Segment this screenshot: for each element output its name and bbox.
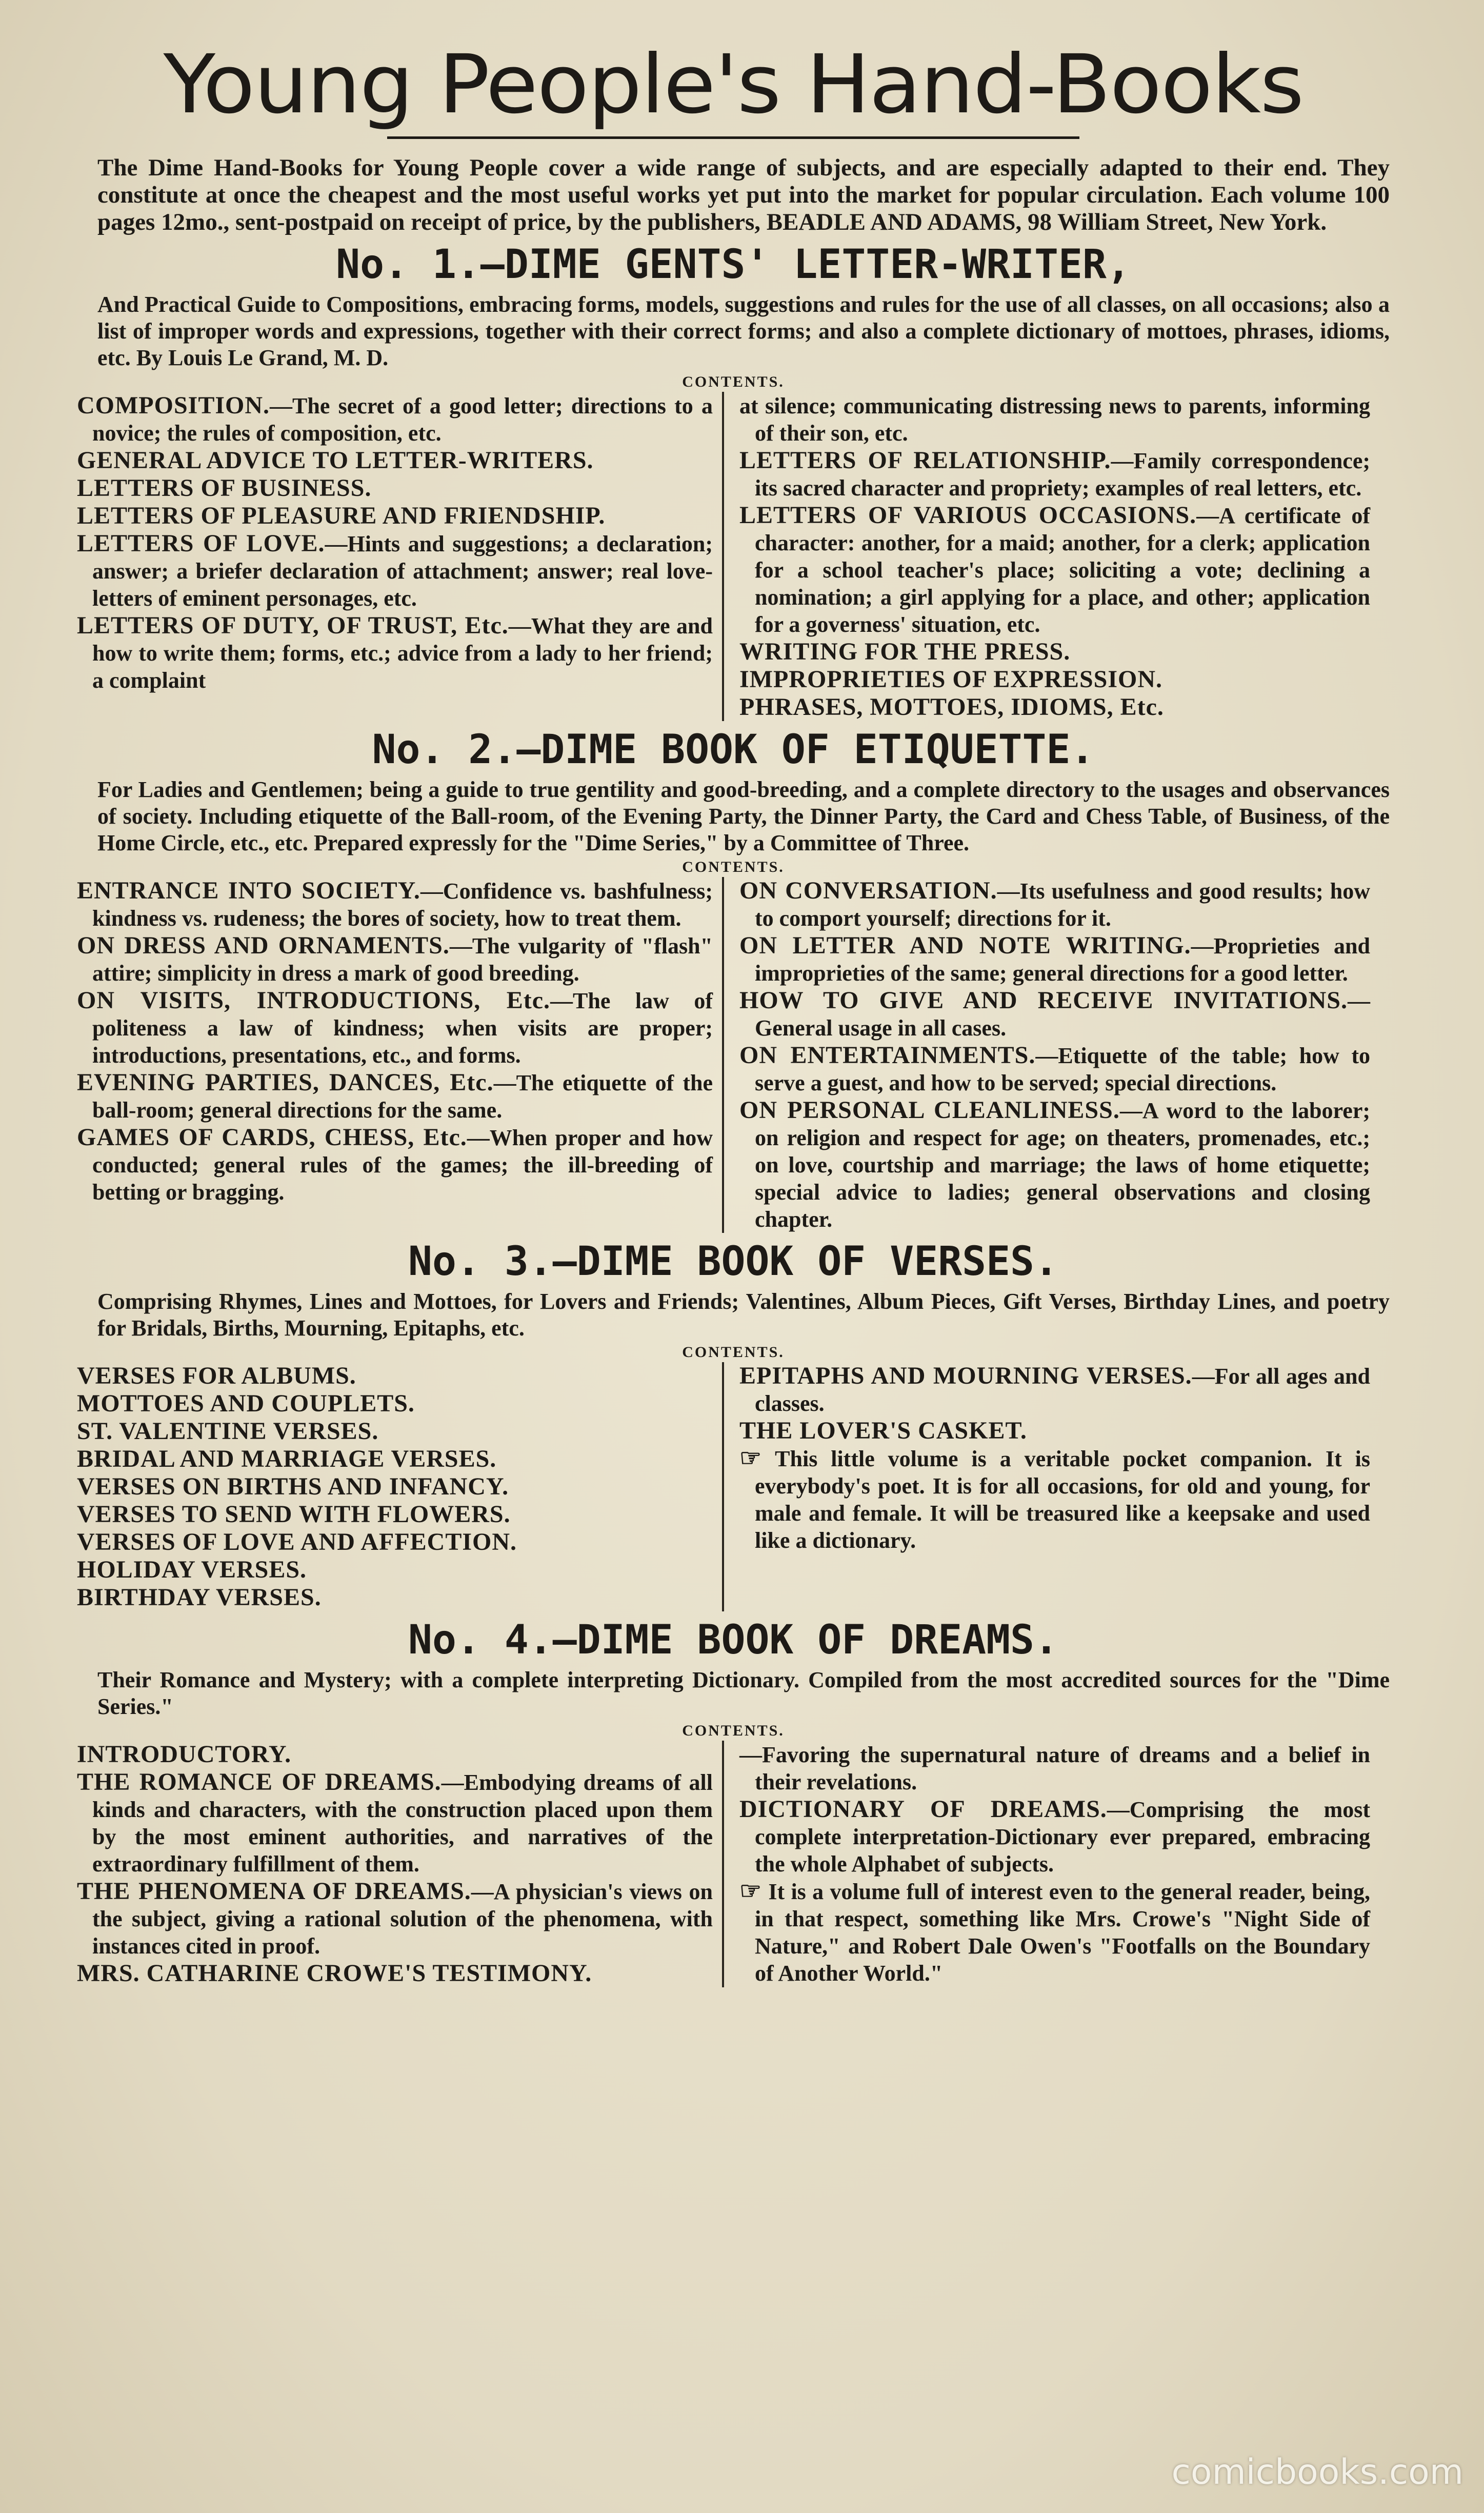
contents-label: CONTENTS. xyxy=(682,1722,785,1739)
book-section xyxy=(77,1238,1390,1611)
entry-heading: VERSES ON BIRTHS AND INFANCY. xyxy=(77,1473,509,1500)
contents-entry xyxy=(77,1501,713,1528)
entry-heading: ST. VALENTINE VERSES. xyxy=(77,1418,379,1445)
entry-text: —A certificate of character: another, for a maid; another, for a clerk; application for a school teacher's place; soliciting a vote; declining a nomination; a girl applying for a place, and other; application for a governess' situation, etc. xyxy=(755,503,1370,637)
entry-heading: LETTERS OF LOVE. xyxy=(77,530,325,557)
entry-heading: ON ENTERTAINMENTS. xyxy=(739,1042,1036,1069)
contents-column-right xyxy=(724,877,1370,1233)
contents-entry xyxy=(77,612,713,694)
contents-entry xyxy=(77,1878,713,1960)
entry-text: —Hints and suggestions; a declaration; answer; a briefer declaration of attachment; answer; real love-letters of eminent personages, etc. xyxy=(92,531,713,611)
page-title: Young People's Hand-Books xyxy=(163,37,1303,132)
entry-text: —A physician's views on the subject, giving a rational solution of the phenomena, with instances cited in proof. xyxy=(92,1879,713,1959)
book-title: No. 2.—DIME BOOK OF ETIQUETTE. xyxy=(372,727,1095,773)
entry-heading: LETTERS OF BUSINESS. xyxy=(77,474,372,502)
contents-entry xyxy=(77,1124,713,1206)
contents-entry xyxy=(77,1556,713,1584)
contents-column-right xyxy=(724,1362,1370,1611)
entry-text: —For all ages and classes. xyxy=(755,1364,1370,1416)
contents-entry xyxy=(739,502,1370,638)
contents-entry xyxy=(739,877,1370,932)
entry-text: —The law of politeness a law of kindness; when visits are proper; introductions, presentations, etc., and forms. xyxy=(92,988,713,1068)
entry-heading: EVENING PARTIES, DANCES, Etc. xyxy=(77,1069,494,1096)
contents-entry xyxy=(77,1390,713,1418)
contents-entry xyxy=(739,1445,1370,1554)
book-section xyxy=(77,726,1390,1233)
contents-entry xyxy=(77,877,713,932)
contents-entry xyxy=(739,447,1370,502)
contents-column-left xyxy=(77,877,724,1233)
contents-entry xyxy=(739,1362,1370,1417)
contents-entry xyxy=(739,987,1370,1042)
contents-label: CONTENTS. xyxy=(682,859,785,875)
book-description: Their Romance and Mystery; with a complete interpreting Dictionary. Compiled from the most accredited sources for the "Dime Series." xyxy=(97,1667,1390,1719)
entry-heading: EPITAPHS AND MOURNING VERSES. xyxy=(739,1362,1192,1389)
entry-text: —Proprieties and improprieties of the same; general directions for a good letter. xyxy=(755,933,1370,986)
contents-entry xyxy=(739,1796,1370,1878)
entry-text: —Confidence vs. bashfulness; kindness vs. rudeness; the bores of society, how to treat them. xyxy=(92,879,713,931)
entry-text: —The etiquette of the ball-room; general directions for the same. xyxy=(92,1070,713,1123)
entry-text: —Its usefulness and good results; how to comport yourself; directions for it. xyxy=(755,879,1370,931)
entry-heading: WRITING FOR THE PRESS. xyxy=(739,638,1071,665)
book-description: And Practical Guide to Compositions, embracing forms, models, suggestions and rules for the use of all classes, on all occasions; also a list of improper words and expressions, together with their correct forms; and also a complete dictionary of mottoes, phrases, idioms, etc. By Louis Le Grand, M. D. xyxy=(97,292,1390,370)
contents-column-left xyxy=(77,392,724,721)
contents-label: CONTENTS. xyxy=(682,1344,785,1361)
contents-entry xyxy=(739,666,1370,693)
contents-entry xyxy=(77,1362,713,1390)
entry-heading: THE ROMANCE OF DREAMS. xyxy=(77,1768,442,1796)
entry-text: at silence; communicating distressing news to parents, informing of their son, etc. xyxy=(739,393,1370,446)
entry-heading: LETTERS OF PLEASURE AND FRIENDSHIP. xyxy=(77,502,606,529)
entry-text: —Comprising the most complete interpretation-Dictionary ever prepared, embracing the whole Alphabet of subjects. xyxy=(755,1797,1370,1877)
entry-text: —The vulgarity of "flash" attire; simplicity in dress a mark of good breeding. xyxy=(92,933,713,986)
book-description: Comprising Rhymes, Lines and Mottoes, for Lovers and Friends; Valentines, Album Pieces, Gift Verses, Birthday Lines, and poetry for Bridals, Births, Mourning, Epitaphs, etc. xyxy=(97,1289,1390,1341)
entry-text: —Family correspondence; its sacred character and propriety; examples of real letters, etc. xyxy=(755,448,1371,501)
contents-entry xyxy=(77,987,713,1069)
book-title: No. 3.—DIME BOOK OF VERSES. xyxy=(408,1239,1058,1285)
contents-entry xyxy=(77,1418,713,1445)
contents-entry xyxy=(739,1878,1370,1987)
entry-text: —A word to the laborer; on religion and respect for age; on theaters, promenades, etc.; on love, courtship and marriage; the laws of home etiquette; special advice to ladies; general observations and closing chapter. xyxy=(755,1098,1371,1232)
entry-text: —Etiquette of the table; how to serve a guest, and how to be served; special directions. xyxy=(755,1043,1370,1095)
catalog-page xyxy=(77,36,1390,1987)
contents-entry xyxy=(77,1960,713,1987)
entry-heading: ENTRANCE INTO SOCIETY. xyxy=(77,877,420,904)
intro-paragraph: The Dime Hand-Books for Young People cover a wide range of subjects, and are especially adapted to their end. They constitute at once the cheapest and the most useful works yet put into the market for popular circulation. Each volume 100 pages 12mo., sent-postpaid on receipt of price, by the publishers, BEADLE AND ADAMS, 98 William Street, New York. xyxy=(97,154,1390,235)
entry-heading: PHRASES, MOTTOES, IDIOMS, Etc. xyxy=(739,693,1164,721)
entry-heading: ☞ xyxy=(739,1445,763,1472)
entry-heading: VERSES FOR ALBUMS. xyxy=(77,1362,356,1389)
contents-entry xyxy=(77,1069,713,1124)
entry-heading: VERSES OF LOVE AND AFFECTION. xyxy=(77,1528,517,1555)
title-underline xyxy=(387,136,1079,139)
entry-text: It is a volume full of interest even to the general reader, being, in that respect, something like Mrs. Crowe's "Night Side of Nature," and Robert Dale Owen's "Footfalls on the Boundary of Another World." xyxy=(755,1879,1370,1986)
entry-text: This little volume is a veritable pocket companion. It is everybody's poet. It is for all occasions, for old and young, for male and female. It will be treasured like a keepsake and used like a dictionary. xyxy=(755,1446,1370,1553)
entry-heading: BIRTHDAY VERSES. xyxy=(77,1584,322,1611)
entry-heading: LETTERS OF RELATIONSHIP. xyxy=(739,447,1111,474)
entry-heading: COMPOSITION. xyxy=(77,392,270,419)
contents-columns xyxy=(77,1741,1390,1987)
contents-entry xyxy=(77,1445,713,1473)
entry-heading: MOTTOES AND COUPLETS. xyxy=(77,1390,415,1417)
contents-entry xyxy=(77,1528,713,1556)
entry-heading: HOLIDAY VERSES. xyxy=(77,1556,307,1583)
entry-heading: DICTIONARY OF DREAMS. xyxy=(739,1796,1107,1823)
book-section xyxy=(77,241,1390,721)
contents-entry xyxy=(77,1741,713,1768)
contents-columns xyxy=(77,1362,1390,1611)
entry-heading: THE LOVER'S CASKET. xyxy=(739,1417,1027,1444)
entry-heading: ON CONVERSATION. xyxy=(739,877,997,904)
entry-heading: IMPROPRIETIES OF EXPRESSION. xyxy=(739,666,1163,693)
contents-column-right xyxy=(724,1741,1370,1987)
entry-text: —The secret of a good letter; directions to a novice; the rules of composition, etc. xyxy=(92,393,713,446)
entry-heading: BRIDAL AND MARRIAGE VERSES. xyxy=(77,1445,497,1472)
entry-heading: ON DRESS AND ORNAMENTS. xyxy=(77,932,450,959)
contents-entry xyxy=(77,392,713,447)
contents-entry xyxy=(739,1741,1370,1796)
contents-entry xyxy=(739,392,1370,447)
entry-heading: ☞ xyxy=(739,1878,763,1905)
watermark: comicbooks.com xyxy=(1171,2452,1463,2492)
entry-heading: GAMES OF CARDS, CHESS, Etc. xyxy=(77,1124,467,1151)
entry-heading: ON PERSONAL CLEANLINESS. xyxy=(739,1096,1120,1124)
contents-entry xyxy=(739,693,1370,721)
book-title: No. 4.—DIME BOOK OF DREAMS. xyxy=(408,1617,1058,1663)
entry-heading: THE PHENOMENA OF DREAMS. xyxy=(77,1878,471,1905)
contents-column-left xyxy=(77,1741,724,1987)
contents-columns xyxy=(77,877,1390,1233)
contents-entry xyxy=(77,530,713,612)
contents-entry xyxy=(77,474,713,502)
entry-heading: GENERAL ADVICE TO LETTER-WRITERS. xyxy=(77,447,594,474)
entry-heading: INTRODUCTORY. xyxy=(77,1741,292,1768)
contents-entry xyxy=(739,932,1370,987)
contents-entry xyxy=(739,1096,1370,1233)
contents-label: CONTENTS. xyxy=(682,373,785,390)
contents-column-right xyxy=(724,392,1370,721)
entry-text: —Embodying dreams of all kinds and characters, with the construction placed upon them by the most eminent authorities, and narratives of the extraordinary fulfillment of them. xyxy=(92,1770,713,1877)
entry-heading: LETTERS OF VARIOUS OCCASIONS. xyxy=(739,502,1197,529)
entry-heading: ON VISITS, INTRODUCTIONS, Etc. xyxy=(77,987,551,1014)
contents-entry xyxy=(77,447,713,474)
contents-entry xyxy=(77,502,713,530)
entry-heading: ON LETTER AND NOTE WRITING. xyxy=(739,932,1191,959)
entry-text: —What they are and how to write them; forms, etc.; advice from a lady to her friend; a complaint xyxy=(92,613,713,693)
entry-text: —Favoring the supernatural nature of dreams and a belief in their revelations. xyxy=(739,1742,1370,1794)
contents-entry xyxy=(739,1417,1370,1445)
book-list xyxy=(77,241,1390,1987)
contents-entry xyxy=(77,1768,713,1878)
contents-column-left xyxy=(77,1362,724,1611)
contents-entry xyxy=(739,638,1370,666)
entry-heading: LETTERS OF DUTY, OF TRUST, Etc. xyxy=(77,612,509,639)
entry-heading: MRS. CATHARINE CROWE'S TESTIMONY. xyxy=(77,1960,592,1987)
book-title: No. 1.—DIME GENTS' LETTER-WRITER, xyxy=(336,242,1131,288)
contents-entry xyxy=(739,1042,1370,1096)
entry-text: —General usage in all cases. xyxy=(755,988,1370,1041)
entry-text: —When proper and how conducted; general rules of the games; the ill-breeding of betting or bragging. xyxy=(92,1125,713,1205)
contents-columns xyxy=(77,392,1390,721)
contents-entry xyxy=(77,1584,713,1611)
contents-entry xyxy=(77,932,713,987)
entry-heading: VERSES TO SEND WITH FLOWERS. xyxy=(77,1501,511,1528)
book-section xyxy=(77,1617,1390,1987)
contents-entry xyxy=(77,1473,713,1501)
book-description: For Ladies and Gentlemen; being a guide to true gentility and good-breeding, and a complete directory to the usages and observances of society. Including etiquette of the Ball-room, of the Evening Party, the Dinner Party, the Card and Chess Table, of Business, of the Home Circle, etc., etc. Prepared expressly for the "Dime Series," by a Committee of Three. xyxy=(97,777,1390,855)
entry-heading: HOW TO GIVE AND RECEIVE INVITATIONS. xyxy=(739,987,1348,1014)
